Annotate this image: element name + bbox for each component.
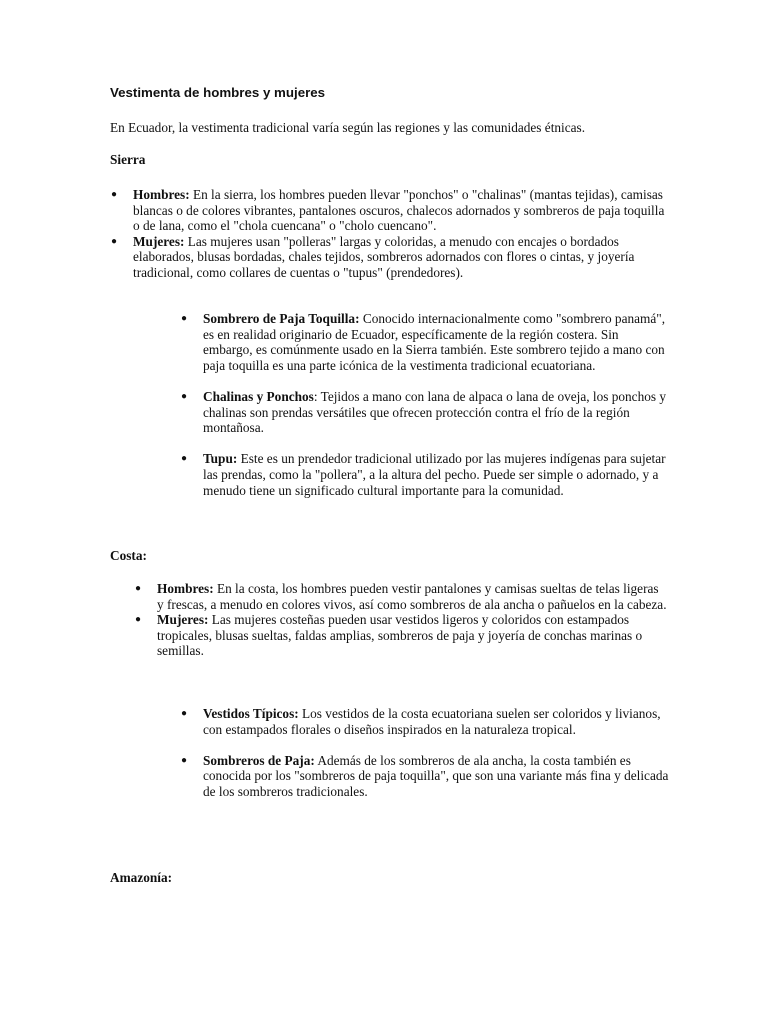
- bullet-icon: ●: [181, 708, 188, 719]
- item-text: En la costa, los hombres pueden vestir pantalones y camisas sueltas de telas ligeras y frescas, a menudo en colores vivos, así como sombreros de ala ancha o pañuelos en la cabeza.: [157, 581, 667, 612]
- list-item: [111, 233, 668, 281]
- item-text: En la sierra, los hombres pueden llevar "ponchos" o "chalinas" (mantas tejidas), camisas blancas o de colores vibrantes, pantalones oscuros, chalecos adornados y sombreros de paja toquilla o de lana, como el "chola cuencana" o "cholo cuencano".: [133, 187, 665, 234]
- costa-details-list: [181, 706, 673, 815]
- document-title: Vestimenta de hombres y mujeres: [110, 85, 326, 100]
- bullet-icon: ●: [181, 453, 188, 465]
- item-term: Tupu:: [203, 451, 238, 467]
- item-text: Los vestidos de la costa ecuatoriana suelen ser coloridos y livianos, con estampados florales o diseños inspirados en la naturaleza tropical.: [203, 706, 661, 737]
- list-item: [181, 451, 668, 498]
- bullet-icon: ●: [181, 313, 188, 324]
- list-item: [181, 388, 668, 436]
- item-text: Este es un prendedor tradicional utilizado por las mujeres indígenas para sujetar las prendas, como la "pollera", a la altura del pecho. Puede ser simple o adornado, y a menudo tiene un significado cultural importante para la comunidad.: [203, 451, 666, 498]
- item-term: Sombreros de Paja:: [203, 752, 315, 768]
- item-term: Sombrero de Paja Toquilla:: [203, 311, 360, 326]
- item-term: Mujeres:: [133, 233, 185, 249]
- bullet-icon: ●: [111, 235, 118, 247]
- item-term: Hombres:: [157, 581, 214, 596]
- sierra-details-list: [181, 311, 668, 514]
- list-item: [111, 187, 668, 234]
- bullet-icon: ●: [135, 583, 142, 594]
- bullet-icon: ●: [135, 614, 142, 626]
- item-text: Las mujeres usan "polleras" largas y coloridas, a menudo con encajes o bordados elaborados, blusas bordadas, chales tejidos, sombreros adornados con flores o cintas, y joyería tradicional, como collares de cuentas o "tupus" (prendedores).: [133, 233, 635, 280]
- item-text: Las mujeres costeñas pueden usar vestidos ligeros y coloridos con estampados tropicales, blusas sueltas, faldas amplias, sombreros de paja y joyería de conchas marinas o semillas.: [157, 612, 643, 659]
- list-item: [181, 706, 673, 737]
- item-term: Chalinas y Ponchos: [203, 388, 314, 404]
- intro-paragraph: En Ecuador, la vestimenta tradicional varía según las regiones y las comunidades étnicas.: [110, 120, 586, 135]
- bullet-icon: ●: [111, 189, 118, 200]
- item-text: Conocido internacionalmente como "sombrero panamá", es en realidad originario de Ecuador, específicamente de la región costera. Sin embargo, es comúnmente usado en la Sierra también. Este sombrero tejido a mano con paja toquilla es una parte icónica de la vestimenta tradicional ecuatoriana.: [203, 311, 666, 373]
- section-heading-costa: Costa:: [110, 548, 147, 563]
- bullet-icon: ●: [181, 390, 188, 402]
- list-item: [135, 581, 667, 612]
- item-term: Mujeres:: [157, 612, 209, 628]
- costa-list: [135, 581, 667, 659]
- list-item: [135, 612, 667, 659]
- sierra-list: [111, 187, 668, 281]
- item-text: Además de los sombreros de ala ancha, la costa también es conocida por los "sombreros de paja toquilla", que son una variante más fina y delicada de los sombreros tradicionales.: [203, 752, 669, 799]
- bullet-icon: ●: [181, 754, 188, 766]
- list-item: [181, 311, 668, 373]
- item-text: : Tejidos a mano con lana de alpaca o lana de oveja, los ponchos y chalinas son prendas versátiles que ofrecen protección contra el frío de la región montañosa.: [203, 388, 667, 436]
- item-term: Hombres:: [133, 187, 190, 202]
- list-item: [181, 752, 673, 800]
- section-heading-amazonia: Amazonía:: [110, 870, 173, 885]
- item-term: Vestidos Típicos:: [203, 706, 299, 721]
- section-heading-sierra: Sierra: [110, 152, 146, 167]
